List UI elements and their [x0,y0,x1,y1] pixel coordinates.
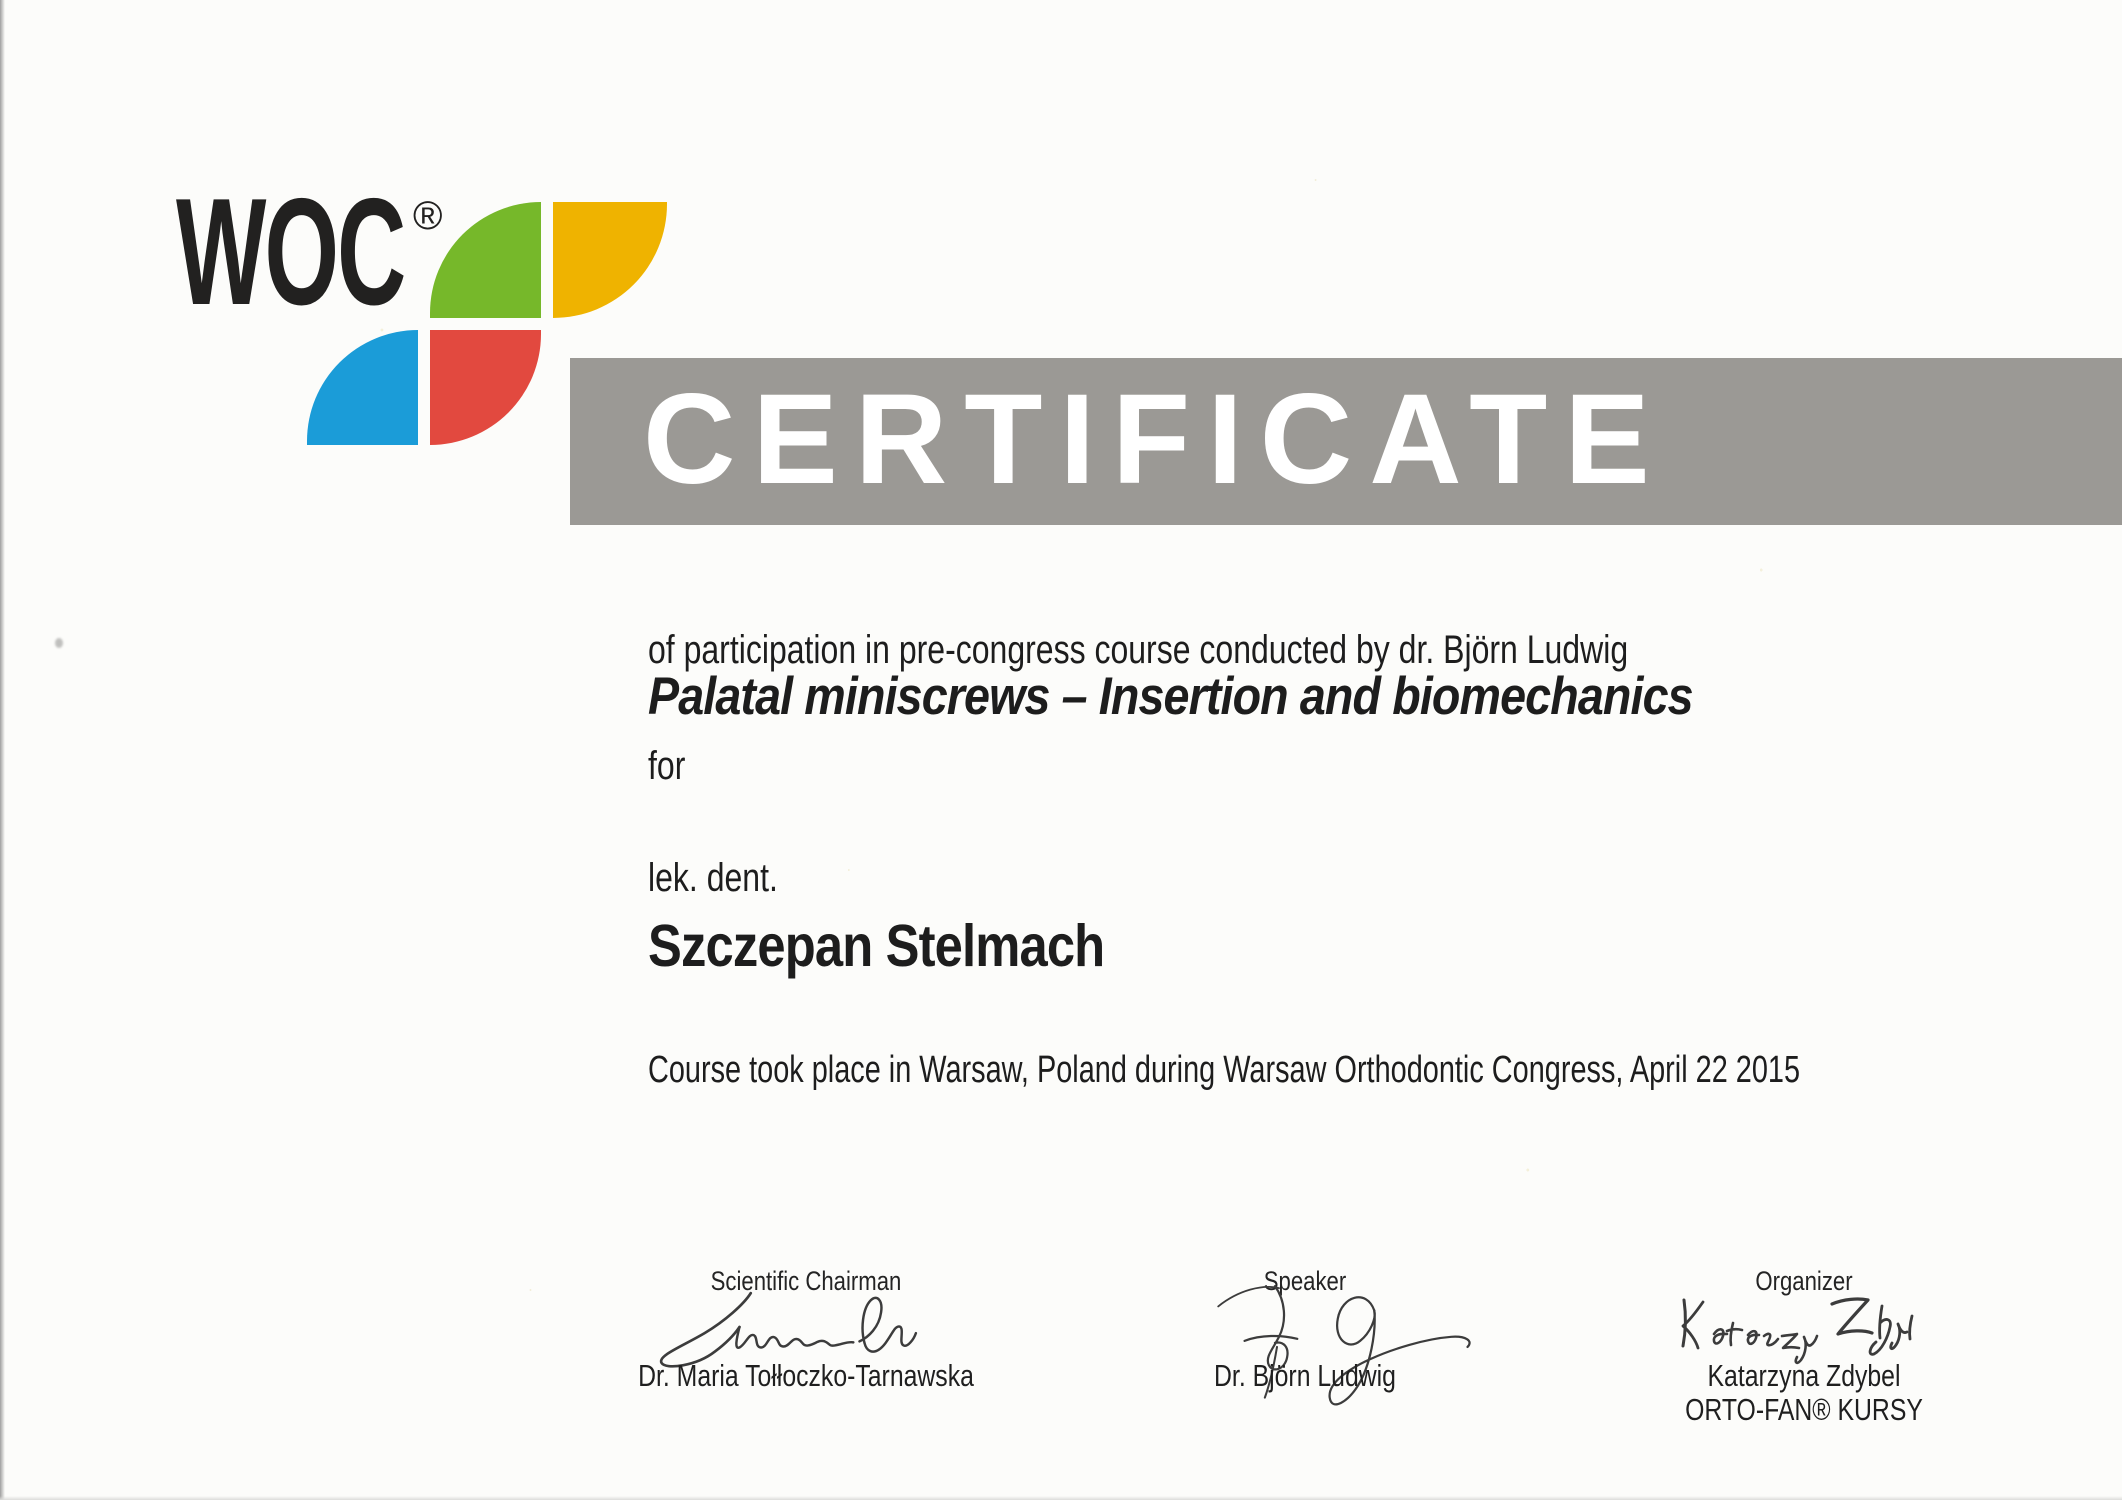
logo-leaf-yellow-icon [553,202,667,318]
signature-block-organizer [1594,1262,2014,1462]
for-label: for [648,744,686,788]
scan-blemish-dot [55,638,63,648]
logo-leaf-blue-icon [307,330,418,445]
logo-leaf-red-icon [430,330,541,445]
signature-name: Katarzyna Zdybel [1707,1358,1901,1393]
participation-intro: of participation in pre-congress course conducted by dr. Björn Ludwig [648,628,1629,672]
registered-trademark-symbol: ® [413,194,443,238]
recipient-credential: lek. dent. [648,856,778,900]
signature-block-speaker [1095,1262,1515,1462]
signature-role: Organizer [1755,1266,1853,1296]
signature-bjorn-ludwig-handwriting [1207,1276,1497,1426]
signature-block-scientific-chairman [596,1262,1016,1462]
woc-wordmark: WOC [176,167,405,337]
scan-edge-bottom [0,1496,2122,1500]
event-details: Course took place in Warsaw, Poland during Warsaw Orthodontic Congress, April 22 2015 [648,1049,1801,1091]
signature-name: Dr. Björn Ludwig [1214,1358,1396,1393]
scan-edge-left [0,0,5,1500]
signature-name: Dr. Maria Tołłoczko-Tarnawska [638,1358,974,1393]
course-title: Palatal miniscrews – Insertion and biomechanics [648,667,1693,726]
signature-maria-tolloczko-handwriting [650,1288,950,1368]
recipient-name: Szczepan Stelmach [648,913,1105,979]
logo-leaf-green-icon [430,202,541,318]
signature-organization: ORTO-FAN® KURSY [1685,1392,1923,1427]
signature-role: Scientific Chairman [710,1266,902,1296]
signature-role: Speaker [1263,1266,1347,1296]
certificate-title: CERTIFICATE [643,368,1667,511]
certificate-banner [570,358,2122,525]
